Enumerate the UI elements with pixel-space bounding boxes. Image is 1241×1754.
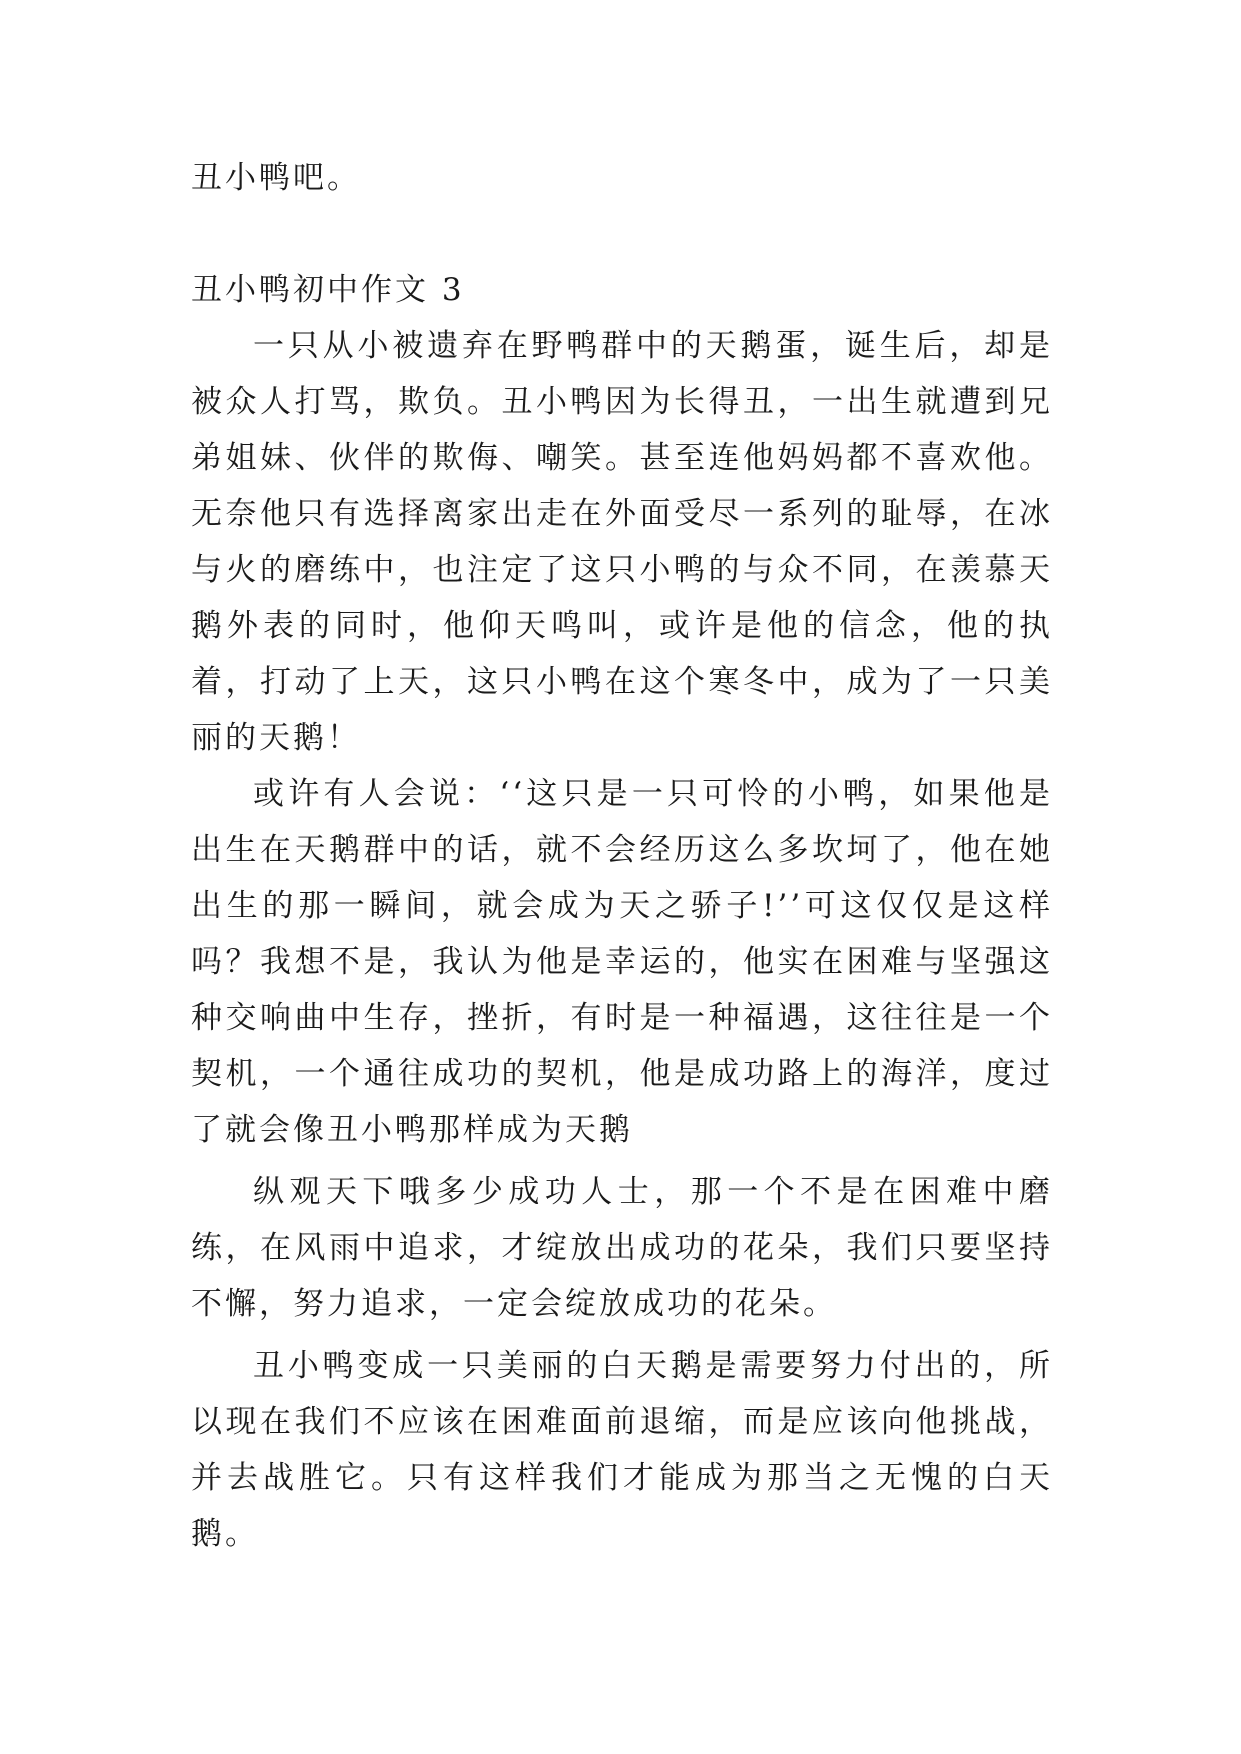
paragraph-2: 或许有人会说：‘‘这只是一只可怜的小鸭，如果他是出生在天鹅群中的话，就不会经历这么多坎坷了，他在她出生的那一瞬间，就会成为天之骄子!’’可这仅仅是这样吗？我想不是，我认为他是幸运的，他实在困难与坚强这种交响曲中生存，挫折，有时是一种福遇，这往往是一个契机，一个通往成功的契机，他是成功路上的海洋，度过了就会像丑小鸭那样成为天鹅 (191, 776, 1053, 1148)
paragraph-1: 一只从小被遗弃在野鸭群中的天鹅蛋，诞生后，却是被众人打骂，欺负。丑小鸭因为长得丑，一出生就遭到兄弟姐妹、伙伴的欺侮、嘲笑。甚至连他妈妈都不喜欢他。无奈他只有选择离家出走在外面受尽一系列的耻辱，在冰与火的磨练中，也注定了这只小鸭的与众不同，在羡慕天鹅外表的同时，他仰天鸣叫，或许是他的信念，他的执着，打动了上天，这只小鸭在这个寒冬中，成为了一只美丽的天鹅！ (191, 328, 1053, 756)
essay-heading: 丑小鸭初中作文 3 (191, 272, 465, 308)
paragraph-3: 纵观天下哦多少成功人士，那一个不是在困难中磨练，在风雨中追求，才绽放出成功的花朵，我们只要坚持不懈，努力追求，一定会绽放成功的花朵。 (191, 1174, 1053, 1322)
paragraph-4: 丑小鸭变成一只美丽的白天鹅是需要努力付出的，所以现在我们不应该在困难面前退缩，而是应该向他挑战，并去战胜它。只有这样我们才能成为那当之无愧的白天鹅。 (191, 1348, 1053, 1552)
lead-line: 丑小鸭吧。 (191, 160, 361, 196)
document-body (191, 150, 1053, 1562)
